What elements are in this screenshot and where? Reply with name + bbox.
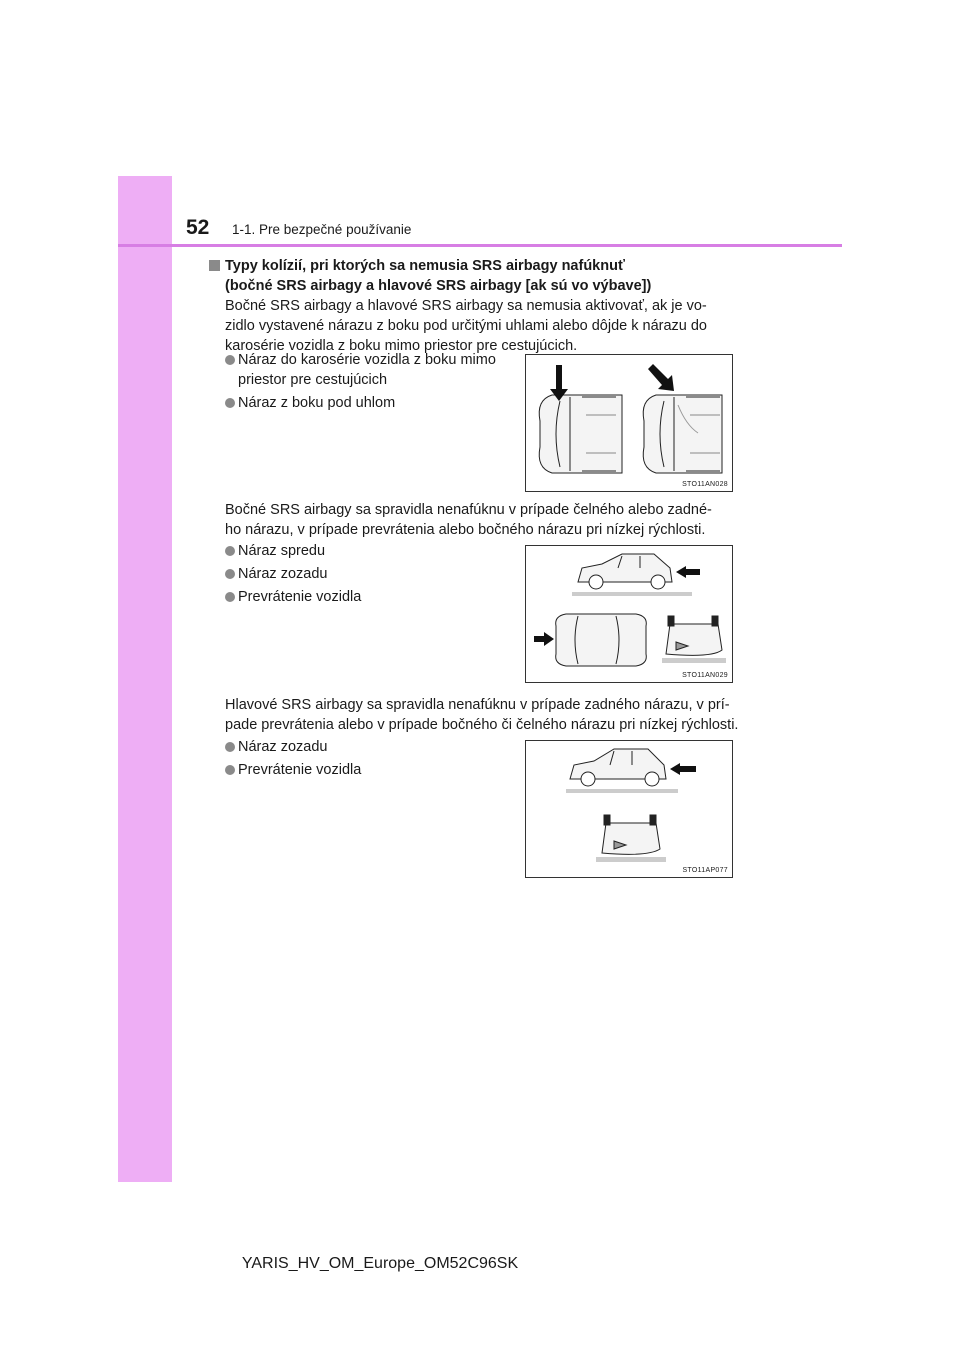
list-item-line: Prevrátenie vozidla	[238, 762, 362, 778]
list-item-line: Náraz zozadu	[238, 566, 328, 582]
bullet-dot-icon	[225, 569, 235, 579]
car-top-view-icon	[556, 614, 647, 666]
ground-line	[596, 857, 666, 862]
figure-front-rear-rollover	[525, 545, 733, 683]
heading-line: Typy kolízií, pri ktorých sa nemusia SRS airbagy nafúknuť	[225, 258, 625, 274]
list-item	[225, 393, 496, 413]
list-item	[225, 541, 361, 561]
paragraph-line: pade prevrátenia alebo v prípade bočného či čelného nárazu pri nízkej rýchlosti.	[225, 717, 739, 733]
figure-rear-rollover	[525, 740, 733, 878]
paragraph-line: Hlavové SRS airbagy sa spravidla nenafúknu v prípade zadného nárazu, v prí-	[225, 697, 730, 713]
overturned-car-icon	[602, 815, 660, 854]
paragraph-curtain-airbags-exceptions	[225, 695, 744, 735]
angled-impact-arrow-icon	[648, 364, 674, 391]
section-title: 1-1. Pre bezpečné používanie	[232, 222, 412, 237]
list-item	[225, 737, 361, 757]
figure-code: STO11AN029	[682, 672, 728, 679]
bullet-dot-icon	[225, 546, 235, 556]
rear-impact-arrow-icon	[676, 566, 700, 578]
paragraph-line: ho nárazu, v prípade prevrátenia alebo bočného nárazu pri nízkej rýchlosti.	[225, 522, 706, 538]
rear-rollover-illustration	[526, 741, 732, 877]
bullet-list	[225, 350, 496, 416]
subsection-heading	[209, 256, 651, 296]
side-impact-illustration	[526, 355, 732, 491]
list-item	[225, 587, 361, 607]
ground-line	[572, 592, 692, 596]
car-side-view-icon	[570, 749, 666, 786]
list-item-line: Náraz zozadu	[238, 739, 328, 755]
bullet-dot-icon	[225, 742, 235, 752]
figure-code: STO11AN028	[682, 481, 728, 488]
side-accent-band	[118, 176, 172, 1182]
list-item-line: Náraz do karosérie vozidla z boku mimo	[238, 352, 496, 368]
paragraph-line: karosérie vozidla z boku mimo priestor pre cestujúcich.	[225, 338, 578, 354]
car-top-view-icon	[643, 395, 722, 473]
figure-side-impact	[525, 354, 733, 492]
list-item-line: Prevrátenie vozidla	[238, 589, 362, 605]
square-bullet-icon	[209, 260, 220, 271]
overturned-car-icon	[666, 616, 722, 655]
bullet-dot-icon	[225, 355, 235, 365]
list-item	[225, 760, 361, 780]
page-number: 52	[186, 216, 210, 239]
rear-impact-arrow-icon	[670, 763, 696, 775]
list-item-line: Náraz z boku pod uhlom	[238, 395, 396, 411]
ground-line	[566, 789, 678, 793]
bullet-dot-icon	[225, 592, 235, 602]
paragraph-line: Bočné SRS airbagy sa spravidla nenafúknu v prípade čelného alebo zadné-	[225, 502, 712, 518]
front-rear-rollover-illustration	[526, 546, 732, 682]
heading-line: (bočné SRS airbagy a hlavové SRS airbagy [ak sú vo výbave])	[225, 278, 652, 294]
figure-code: STO11AP077	[682, 867, 728, 874]
bullet-dot-icon	[225, 398, 235, 408]
list-item-line: priestor pre cestujúcich	[238, 372, 388, 388]
bullet-list	[225, 737, 361, 783]
bullet-dot-icon	[225, 765, 235, 775]
paragraph-line: zidlo vystavené nárazu z boku pod určitými uhlami alebo dôjde k nárazu do	[225, 318, 707, 334]
car-top-view-icon	[539, 395, 622, 473]
ground-line	[662, 658, 726, 663]
list-item-line: Náraz spredu	[238, 543, 326, 559]
car-side-view-icon	[578, 554, 672, 589]
paragraph-side-airbags-intro	[225, 296, 744, 356]
front-impact-arrow-icon	[534, 632, 554, 646]
header-rule	[118, 244, 842, 247]
paragraph-line: Bočné SRS airbagy a hlavové SRS airbagy sa nemusia aktivovať, ak je vo-	[225, 298, 707, 314]
document-id: YARIS_HV_OM_Europe_OM52C96SK	[241, 1255, 519, 1272]
list-item	[225, 564, 361, 584]
list-item	[225, 350, 496, 390]
bullet-list	[225, 541, 361, 610]
footer	[0, 1255, 960, 1273]
paragraph-side-airbags-exceptions	[225, 500, 744, 540]
